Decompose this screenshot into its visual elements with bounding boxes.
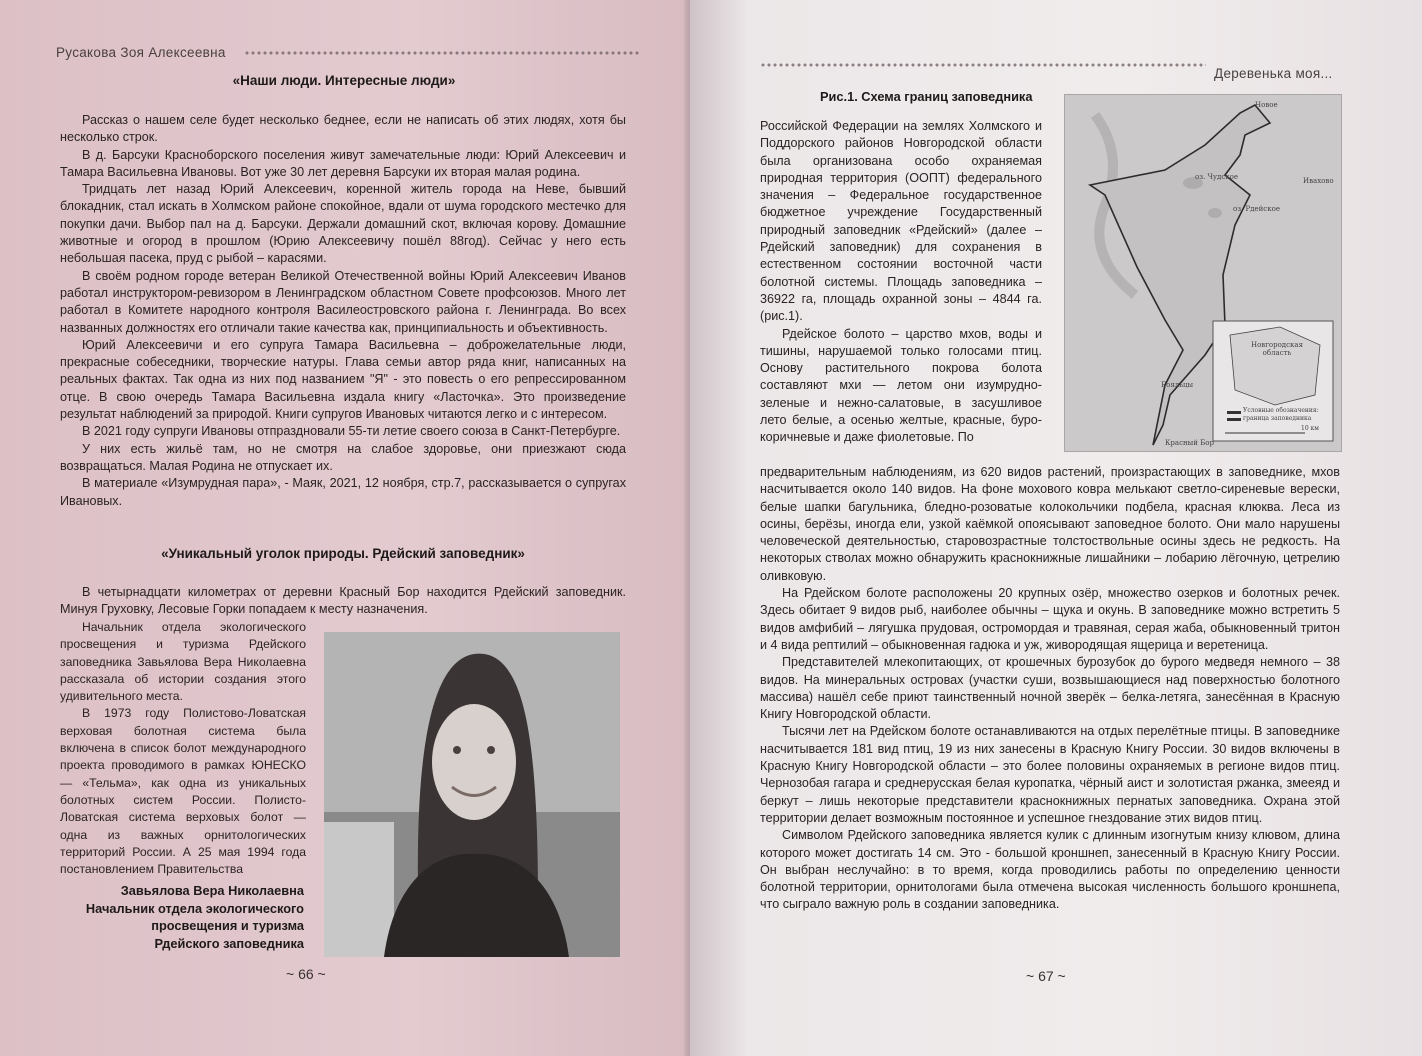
paragraph: В четырнадцати километрах от деревни Красный Бор находится Рдейский заповедник. Минуя Груховку, Лесовые Горки попадаем к месту назначения. bbox=[60, 585, 626, 617]
map-inset-label: Новгородская область bbox=[1250, 341, 1304, 357]
header-ornament-right bbox=[760, 62, 1206, 68]
running-head-left: Русакова Зоя Алексеевна bbox=[56, 45, 226, 60]
reserve-map bbox=[1064, 94, 1342, 452]
running-head-right: Деревенька моя... bbox=[1214, 66, 1333, 81]
paragraph: Тридцать лет назад Юрий Алексеевич, коренной житель города на Неве, бывший блокадник, стал искать в Холмском районе спокойное, вдали от шума городского местечко для покупки дачи. Выбор пал на д. Барсуки. Держали домашний скот, включая корову. Домашние животные и огород в прошлом (Юрию Алексеевичу пошёл 88год). Сейчас у него есть небольшая пасека, пруд с рыбой – карасями. bbox=[60, 182, 626, 266]
paragraph: В своём родном городе ветеран Великой Отечественной войны Юрий Алексеевич Иванов работал инструктором-ревизором в Ленинградском областном Совете профсоюзов. Много лет работал в Комитете народного контроля Василеостровского района г. Ленинграда. Во всех названных должностях его отличали такие качества как, принципиальность и объективность. bbox=[60, 268, 626, 335]
column-text bbox=[760, 118, 1042, 447]
portrait-illustration bbox=[324, 632, 620, 957]
map-legend: граница заповедника bbox=[1243, 415, 1312, 422]
paragraph: Тысячи лет на Рдейском болоте останавливаются на отдых перелётные птицы. В заповеднике насчитывается 181 вид птиц, 19 из них занесены в Красную Книгу России. 30 видов включены в Красную Книгу Новгородской области – это более половины охраняемых в регионе видов птиц. Чернозобая гагара и среднерусская белая куропатка, чёрный аист и золотистая ржанка, змееяд и беркут – лишь некоторые представители краснокнижных пернатых заповедника. Охрана этой территории делает возможным постоянное и успешное гнездование этих видов птиц. bbox=[760, 724, 1340, 825]
header-ornament-left bbox=[244, 50, 640, 56]
map-label: оз. Рдейское bbox=[1233, 205, 1280, 213]
paragraph: Рдейское болото – царство мхов, воды и тишины, нарушаемой только голосами птиц. Основу растительного покрова болота составляют мхи — летом они изумрудно-зеленые и нежно-салатовые, в засушливое лето белые, а осенью желтые, красные, буро-коричневые и даже фиолетовые. По bbox=[760, 326, 1042, 445]
paragraph: В д. Барсуки Красноборского поселения живут замечательные люди: Юрий Алексеевич и Тамара Васильевна Ивановы. Вот уже 30 лет деревня Барсуки их вторая малая родина. bbox=[60, 147, 626, 179]
right-page bbox=[690, 0, 1422, 1056]
paragraph: Символом Рдейского заповедника является кулик с длинным изогнутым книзу клювом, длина которого может достигать 14 см. Это - большой кроншнеп, занесенный в Красную Книгу России. Он выбран неслучайно: в то время, когда проводились работы по определению ценности болотной территории, орнитологами была отмечена высокая численность большого кроншнепа, что сыграло важную роль в создании заповедника. bbox=[760, 828, 1340, 912]
caption-line: просвещения и туризма bbox=[151, 918, 304, 933]
portrait-photo bbox=[324, 632, 620, 957]
section-title-reserve: «Уникальный уголок природы. Рдейский заповедник» bbox=[161, 546, 525, 561]
map-label: Красный Бор bbox=[1165, 439, 1214, 447]
figure-title: Рис.1. Схема границ заповедника bbox=[820, 89, 1033, 104]
caption-line: Завьялова Вера Николаевна bbox=[120, 883, 304, 898]
page-number-right: ~ 67 ~ bbox=[1026, 968, 1066, 984]
paragraph: В материале «Изумрудная пара», - Маяк, 2021, 12 ноября, стр.7, рассказывается о супругах Ивановых. bbox=[60, 476, 626, 508]
paragraph: На Рдейском болоте расположены 20 крупных озёр, множество озерков и болотных речек. Здесь обитает 9 видов рыб, наиболее обычны – щука и окунь. В заповеднике можно встретить 5 видов амфибий – лягушка прудовая, остромордая и травяная, серая жаба, обыкновенный тритон и 4 вида рептилий – обыкновенная гадюка и уж, живородящая ящерица и веретеница. bbox=[760, 586, 1340, 652]
paragraph: Представителей млекопитающих, от крошечных бурозубок до бурого медведя немного – 38 видов. На минеральных островах (участки суши, возвышающиеся над поверхностью болотного массива) нашёл себе приют таинственный ночной зверёк – белка-летяга, занесённая в Красную Книгу Новгородской области. bbox=[760, 655, 1340, 722]
section-reserve-column bbox=[60, 619, 306, 878]
section-reserve-intro bbox=[60, 584, 626, 619]
paragraph: У них есть жильё там, но не смотря на слабое здоровье, они приезжают сюда возвращаться. Малая Родина не отпускает их. bbox=[60, 441, 626, 473]
map-label: Новое bbox=[1255, 101, 1278, 109]
map-drawing bbox=[1065, 95, 1341, 451]
paragraph: Юрий Алексеевичи и его супруга Тамара Васильевна – доброжелательные люди, прекрасные собеседники, творческие натуры. Глава семьи автор ряда книг, написанных на реальных фактах. Так одна из них под названием "Я" - это повесть о его репрессированном отце. В свою очередь Тамара Васильевна издала книгу «Ласточка». Это произведение результат наблюдений за природой. Книги супругов Ивановых читаются легко и с интересом. bbox=[60, 337, 626, 422]
page-number-left: ~ 66 ~ bbox=[286, 966, 326, 982]
section-people-text bbox=[60, 112, 626, 510]
map-label: Ивахово bbox=[1303, 177, 1334, 185]
paragraph: Российской Федерации на землях Холмского и Поддорского районов Новгородской области была организована особо охраняемая природная территория (ООПТ) федерального значения – Федеральное государственное бюджетное учреждение Государственный природный заповедник «Рдейский» (далее –Рдейский заповедник) для сохранения в естественном состоянии восточной части болотной системы. Площадь заповедника – 36922 га, площадь охранной зоны – 4844 га. (рис.1). bbox=[760, 119, 1042, 324]
caption-line: Рдейского заповедника bbox=[154, 935, 304, 951]
map-label: оз. Чудское bbox=[1195, 173, 1238, 181]
full-width-text bbox=[760, 464, 1340, 914]
paragraph: В 2021 году супруги Ивановы отпраздновали 55-ти летие своего союза в Санкт-Петербурге. bbox=[82, 424, 621, 439]
caption-line: Начальник отдела экологического bbox=[85, 900, 304, 916]
paragraph: Рассказ о нашем селе будет несколько беднее, если не написать об этих людях, хотя бы несколько строк. bbox=[60, 113, 626, 145]
map-scale: 10 км bbox=[1301, 425, 1319, 432]
map-legend: Условные обозначения: bbox=[1243, 407, 1319, 414]
photo-caption bbox=[60, 882, 304, 952]
paragraph: В 1973 году Полистово-Ловатская верховая болотная система была включена в список болот международного проекта проводимого в рамках ЮНЕСКО — «Тельма», как одна из уникальных болотных систем России. Полисто-Ловатская система верховых болот — одна из важных орнитологических территорий России. А 25 мая 1994 года постановлением Правительства bbox=[60, 706, 306, 877]
section-title-people: «Наши люди. Интересные люди» bbox=[232, 73, 456, 88]
paragraph: предварительным наблюдениям, из 620 видов растений, произрастающих в заповеднике, мхов насчитывается около 140 видов. На фоне мохового ковра мелькают светло-сиреневые вереcки, белые шапки багульника, бледно-розоватые колокольчики подбела, красная клюква. Леса из осины, берёзы, иногда ели, узкой каёмкой опоясывают заповедное болото. Они мало нарушены человеческой деятельностью, старовозрастные толстоствольные осины здесь не редкость. На некоторых стволах можно обнаружить краснокнижные лишайники – лобарию лёгочную, цетрелию оливковую. bbox=[760, 465, 1340, 583]
left-page bbox=[0, 0, 690, 1056]
paragraph: Начальник отдела экологического просвещения и туризма Рдейского заповедника Завьялова Вера Николаевна рассказала об истории создания этого удивительного места. bbox=[60, 620, 306, 704]
map-label: Бояльцы bbox=[1161, 381, 1194, 389]
